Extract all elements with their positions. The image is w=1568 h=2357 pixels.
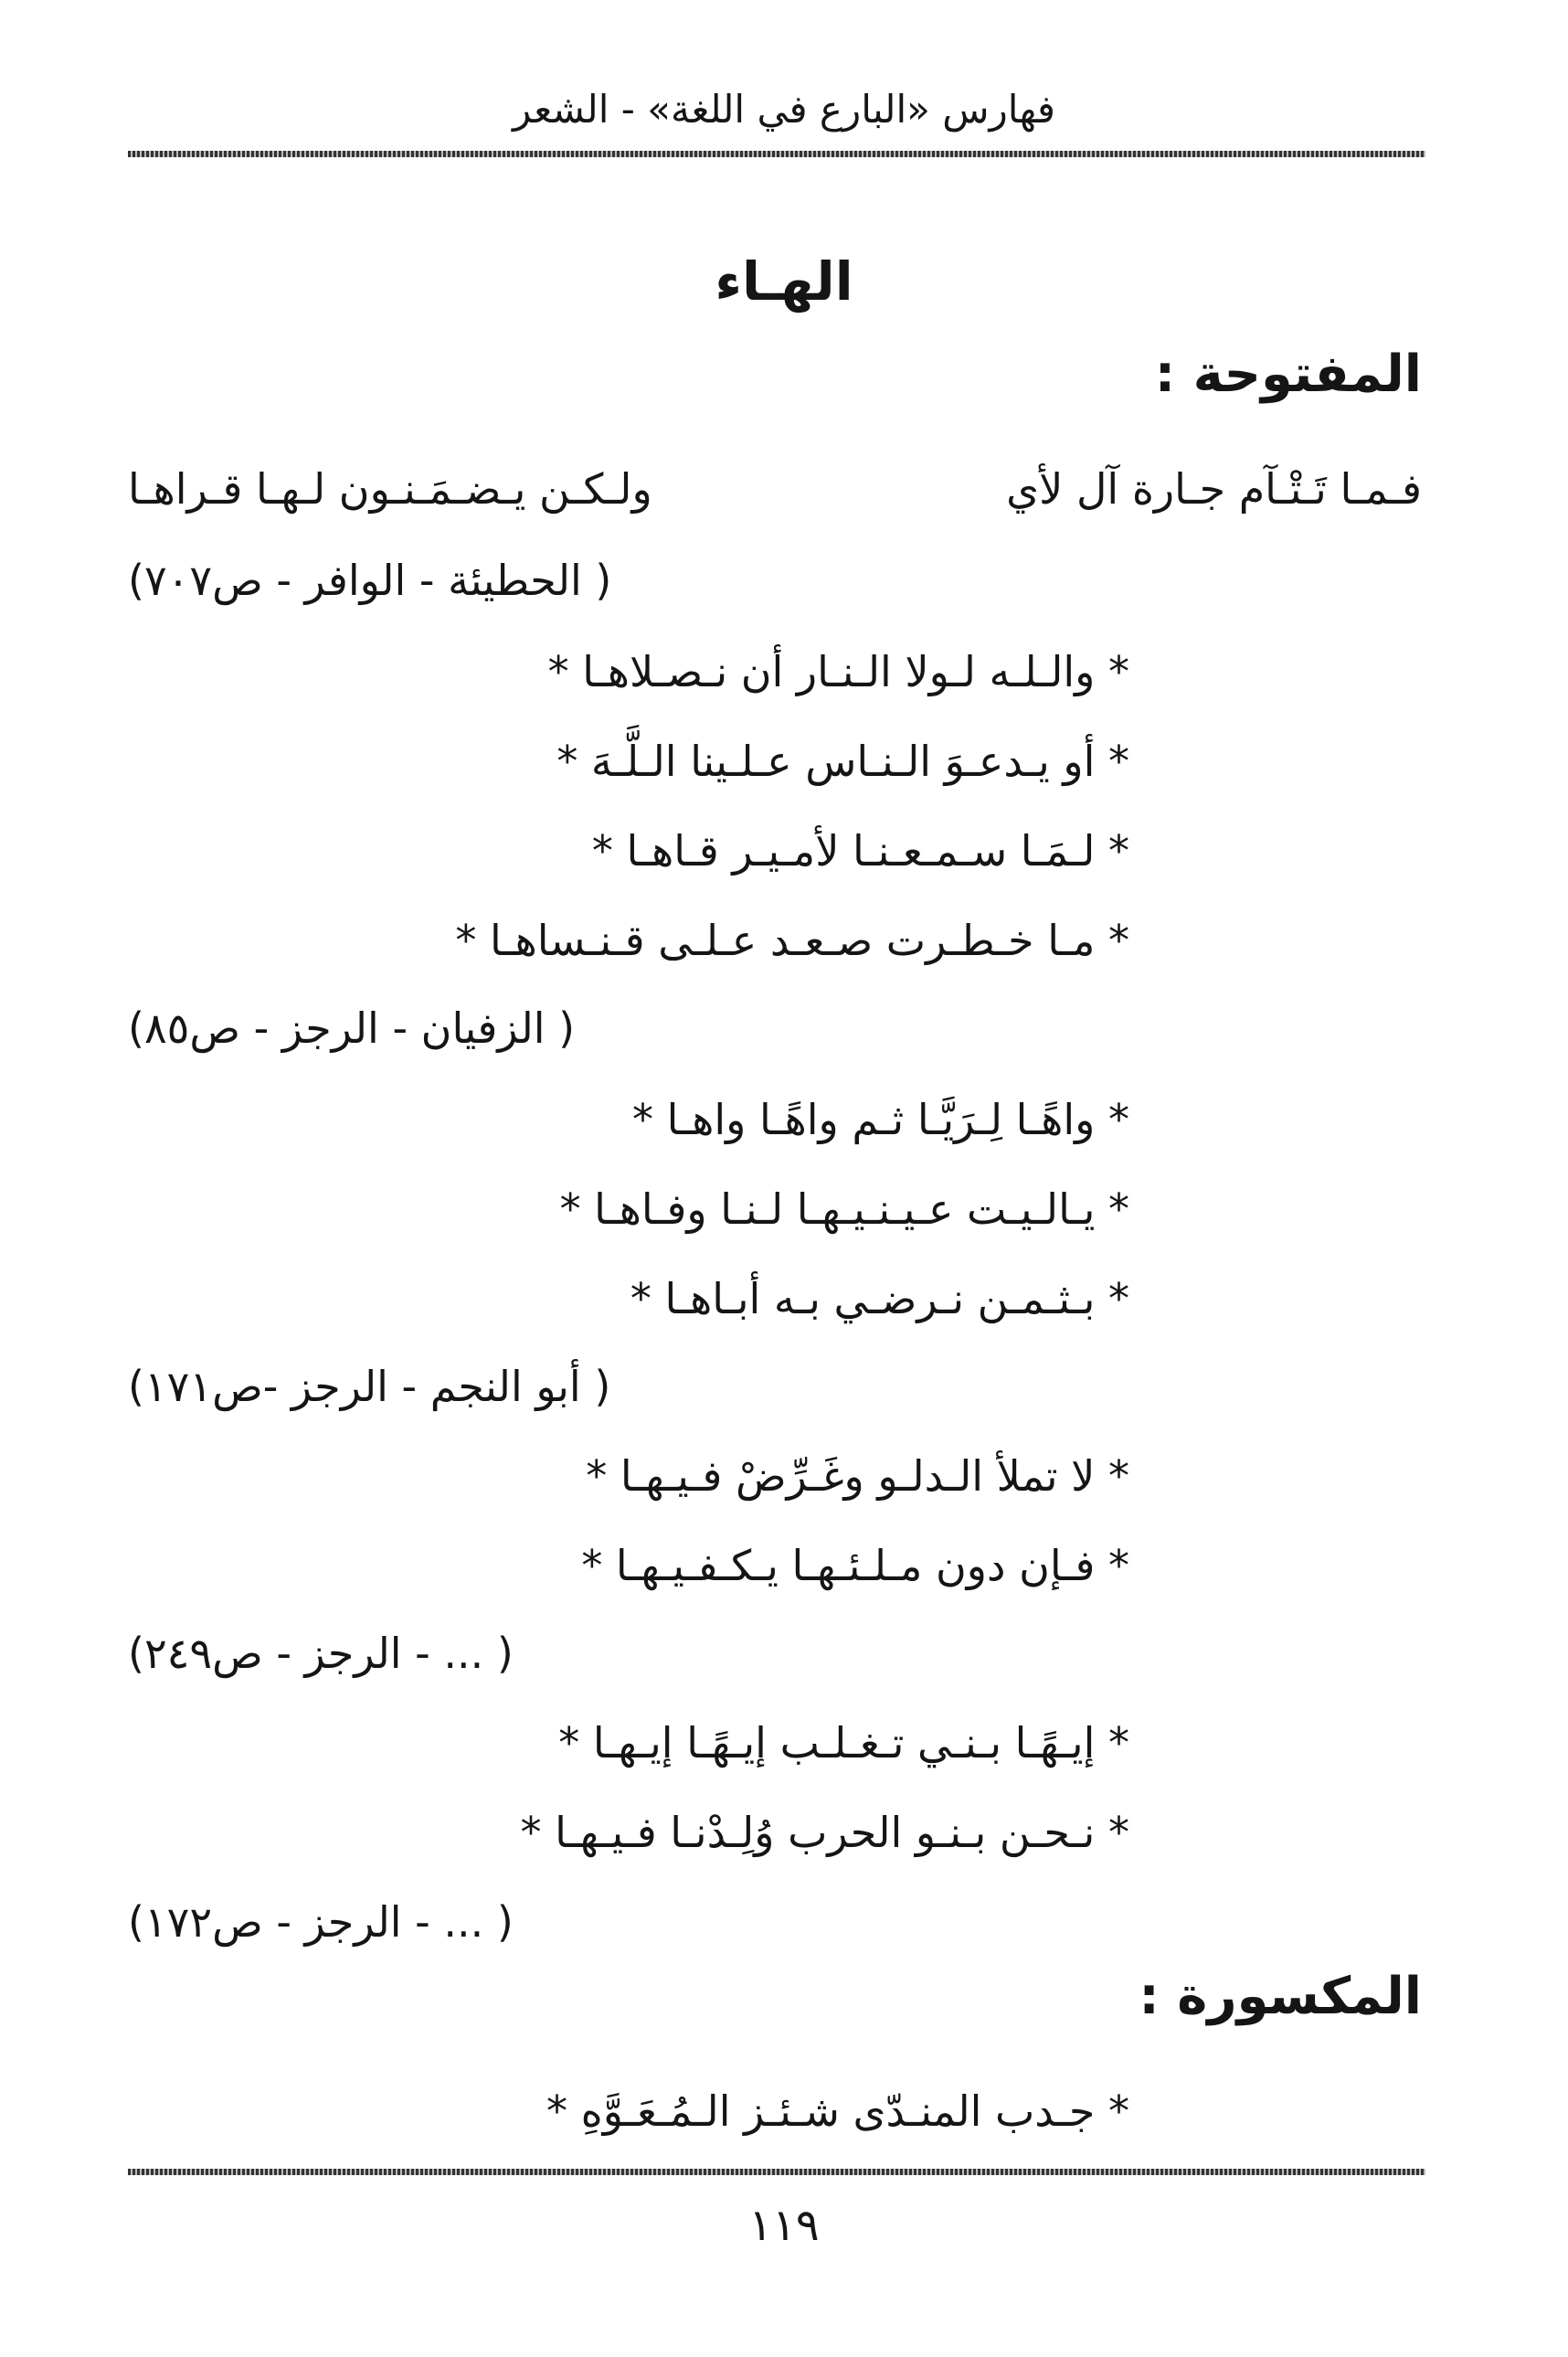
verse-line: * بـثـمـن نـرضـي بـه أبـاهـا * [630,1274,1129,1323]
verse-hemistich-1: فـمـا تَـتْـآم جـارة آل لأي [1006,464,1422,514]
verse-line: * إيـهًـا بـنـي تـغـلـب إيـهًـا إيـهـا * [558,1718,1129,1768]
subheading-maftuha: المفتوحة : [1154,345,1422,404]
footer-divider [128,2169,1425,2175]
citation-5: ( ... - الرجز - ص١٧٢) [128,1897,514,1947]
running-header: فهارس «البارع في اللغة» - الشعر [513,87,1055,132]
verse-line: * يـالـيـت عـيـنـيـهـا لـنـا وفـاهـا * [559,1184,1129,1234]
header-divider [128,151,1425,157]
citation-2: ( الزفيان - الرجز - ص٨٥) [128,1003,576,1053]
citation-1: ( الحطيئة - الوافر - ص٧٠٧) [128,556,612,605]
verse-hemistich-2: ولـكـن يـضـمَـنـون لـهـا قـراهـا [128,464,652,514]
verse-line: * لـمَـا سـمـعـنـا لأمـيـر قـاهـا * [591,826,1129,876]
page-number: ١١٩ [748,2200,820,2251]
verse-line: * مـا خـطـرت صـعـد عـلـى قـنـساهـا * [455,916,1129,965]
verse-line: * لا تملأ الـدلـو وغَـرِّضْ فـيـهـا * [586,1451,1129,1501]
subheading-maksura: المكسورة : [1139,1967,1422,2026]
verse-line: * والـلـه لـولا الـنـار أن نـصـلاهـا * [547,647,1129,696]
verse-line: * نـحـن بـنـو الحرب وُلِـدْنـا فـيـهـا * [520,1808,1129,1857]
verse-line: * واهًـا لِـرَيَّـا ثـم واهًـا واهـا * [631,1095,1129,1144]
citation-4: ( ... - الرجز - ص٢٤٩) [128,1629,514,1678]
verse-line: * أو يـدعـوَ الـنـاس عـلـينا الـلَّـهَ * [556,737,1129,786]
citation-3: ( أبو النجم - الرجز -ص١٧١) [128,1362,611,1411]
section-title: الهـاء [715,250,853,313]
verse-line: * جـدب المنـدّى شـئـز الـمُـعَـوَّهِ * [546,2086,1129,2136]
verse-line: * فـإن دون مـلـئـهـا يـكـفـيـهـا * [581,1541,1129,1590]
